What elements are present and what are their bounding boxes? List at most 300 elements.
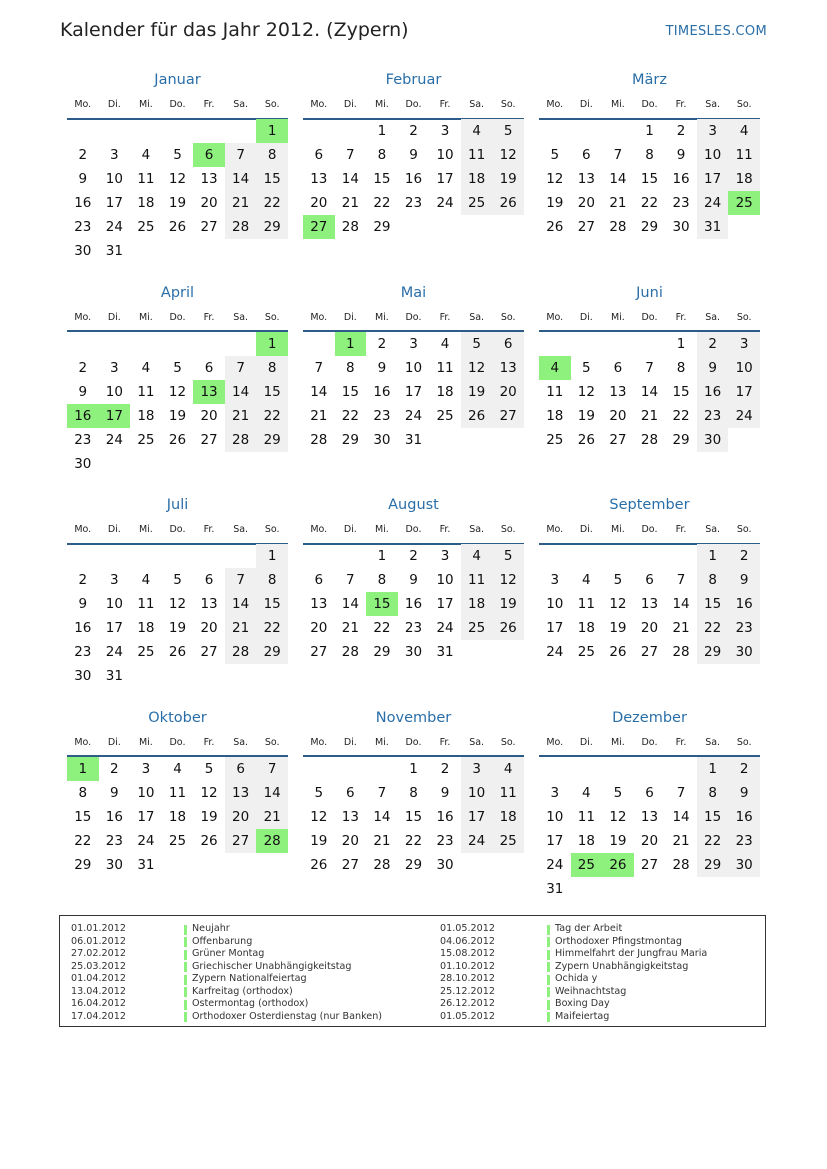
day-cell: 11 xyxy=(137,596,155,612)
day-cell: 4 xyxy=(728,119,760,143)
day-cell: 20 xyxy=(577,195,595,211)
day-cell: 2 xyxy=(110,760,119,777)
day-cell: 31 xyxy=(137,856,155,873)
day-cell: 5 xyxy=(613,572,623,588)
month-header-rule xyxy=(67,118,288,120)
day-cell: 30 xyxy=(728,853,760,877)
day-cell: 20 xyxy=(200,195,218,211)
holiday-day: 25 xyxy=(571,853,603,877)
weekday-header: Mi. xyxy=(374,99,389,110)
weekday-header: Di. xyxy=(107,524,121,535)
day-cell: 5 xyxy=(173,359,182,376)
month-name: März xyxy=(632,72,667,88)
weekday-header: Sa. xyxy=(469,99,485,110)
weekday-header: Fr. xyxy=(675,99,687,110)
day-cell: 6 xyxy=(492,332,524,356)
weekday-header: Mo. xyxy=(546,524,564,535)
day-cell: 27 xyxy=(341,856,359,873)
legend-date: 01.01.2012 xyxy=(71,923,126,934)
day-cell: 10 xyxy=(461,781,493,805)
holiday-day: 13 xyxy=(193,380,225,404)
weekday-header: Sa. xyxy=(233,99,249,110)
weekday-header: Di. xyxy=(107,736,121,748)
month-header-rule xyxy=(67,543,288,545)
day-cell: 9 xyxy=(409,147,418,163)
day-cell: 9 xyxy=(110,784,119,801)
day-cell: 14 xyxy=(672,808,690,825)
day-cell: 23 xyxy=(728,829,760,853)
weekday-header: Mi. xyxy=(610,736,625,748)
day-cell: 4 xyxy=(461,544,493,568)
day-cell: 8 xyxy=(256,356,288,380)
day-cell: 29 xyxy=(404,856,423,873)
day-cell: 15 xyxy=(697,592,729,616)
legend-holiday-name: Ochida y xyxy=(555,973,598,984)
day-cell: 7 xyxy=(225,143,257,167)
day-cell: 7 xyxy=(256,757,288,781)
legend-holiday-name: Weihnachtstag xyxy=(555,985,627,997)
day-cell: 15 xyxy=(697,805,729,829)
day-cell: 26 xyxy=(168,644,187,660)
weekday-header: So. xyxy=(500,311,516,323)
day-cell: 28 xyxy=(609,219,627,235)
weekday-header: Do. xyxy=(169,99,186,110)
day-cell: 21 xyxy=(256,805,288,829)
weekday-header: So. xyxy=(736,99,752,110)
legend-date: 01.05.2012 xyxy=(440,1010,495,1022)
day-cell: 12 xyxy=(168,383,187,400)
day-cell: 2 xyxy=(409,548,418,564)
day-cell: 25 xyxy=(436,407,454,424)
day-cell: 21 xyxy=(672,832,690,849)
day-cell: 17 xyxy=(105,195,123,211)
weekday-header: So. xyxy=(264,311,280,323)
day-cell: 3 xyxy=(461,757,493,781)
day-cell: 23 xyxy=(74,219,92,235)
day-cell: 13 xyxy=(609,383,627,400)
day-cell: 5 xyxy=(204,760,214,777)
holiday-day: 4 xyxy=(539,356,571,380)
legend-holiday-name: Maifeiertag xyxy=(555,1010,610,1022)
day-cell: 30 xyxy=(404,644,423,660)
legend-holiday-name: Zypern Nationalfeiertag xyxy=(192,973,307,984)
day-cell: 30 xyxy=(728,640,760,664)
day-cell: 2 xyxy=(728,544,760,568)
weekday-header: Mi. xyxy=(610,99,625,110)
day-cell: 28 xyxy=(373,856,391,873)
weekday-header: Fr. xyxy=(203,311,215,323)
day-cell: 24 xyxy=(697,191,729,215)
legend-marker xyxy=(184,1012,187,1022)
holiday-day: 15 xyxy=(366,592,398,616)
day-cell: 4 xyxy=(492,757,524,781)
day-cell: 15 xyxy=(256,592,288,616)
day-cell: 4 xyxy=(141,147,151,163)
legend-holiday-name: Karfreitag (orthodox) xyxy=(192,985,293,997)
day-cell: 29 xyxy=(697,853,729,877)
day-cell: 10 xyxy=(105,596,123,612)
day-cell: 20 xyxy=(200,620,218,636)
weekday-header: Fr. xyxy=(675,524,687,535)
day-cell: 6 xyxy=(204,572,214,588)
day-cell: 30 xyxy=(672,219,690,235)
weekday-header: Do. xyxy=(405,99,422,110)
day-cell: 22 xyxy=(341,407,359,424)
day-cell: 3 xyxy=(141,760,151,777)
day-cell: 15 xyxy=(404,808,423,825)
day-cell: 12 xyxy=(168,171,187,187)
day-cell: 28 xyxy=(310,431,328,448)
day-cell: 30 xyxy=(373,431,391,448)
day-cell: 20 xyxy=(492,380,524,404)
month-name: Februar xyxy=(385,72,442,88)
day-cell: 26 xyxy=(492,191,524,215)
day-cell: 24 xyxy=(461,829,493,853)
legend-marker xyxy=(184,950,187,960)
legend-holiday-name: Offenbarung xyxy=(192,935,253,947)
weekday-header: Mi. xyxy=(138,524,153,535)
day-cell: 27 xyxy=(640,856,659,873)
day-cell: 13 xyxy=(577,171,595,187)
holiday-day: 1 xyxy=(335,332,367,356)
day-cell: 24 xyxy=(436,620,454,636)
day-cell: 21 xyxy=(341,195,359,211)
day-cell: 23 xyxy=(728,616,760,640)
day-cell: 23 xyxy=(105,832,123,849)
day-cell: 14 xyxy=(609,171,627,187)
day-cell: 13 xyxy=(225,781,257,805)
day-cell: 1 xyxy=(697,757,729,781)
day-cell: 22 xyxy=(373,195,391,211)
legend-date: 15.08.2012 xyxy=(440,948,495,959)
weekday-header: Di. xyxy=(579,524,593,535)
day-cell: 17 xyxy=(404,383,423,400)
day-cell: 5 xyxy=(173,147,182,163)
day-cell: 3 xyxy=(550,572,560,588)
day-cell: 29 xyxy=(640,219,659,235)
day-cell: 17 xyxy=(728,380,760,404)
weekday-header: Mo. xyxy=(74,736,92,748)
day-cell: 25 xyxy=(137,644,155,660)
day-cell: 15 xyxy=(373,171,391,187)
day-cell: 9 xyxy=(728,781,760,805)
weekday-header: Fr. xyxy=(203,524,215,535)
weekday-header: Sa. xyxy=(705,99,721,110)
legend-holiday-name: Neujahr xyxy=(192,923,230,934)
day-cell: 5 xyxy=(314,784,324,801)
day-cell: 17 xyxy=(436,171,454,187)
weekday-header: Do. xyxy=(169,524,186,535)
weekday-header: Do. xyxy=(169,736,186,748)
holiday-legend xyxy=(59,915,766,1027)
day-cell: 16 xyxy=(672,171,690,187)
legend-date: 28.10.2012 xyxy=(440,973,495,984)
weekday-header: Fr. xyxy=(439,311,451,323)
day-cell: 15 xyxy=(640,171,659,187)
day-cell: 19 xyxy=(546,195,564,211)
holiday-day: 1 xyxy=(256,332,288,356)
day-cell: 22 xyxy=(256,616,288,640)
day-cell: 14 xyxy=(225,167,257,191)
day-cell: 7 xyxy=(225,568,257,592)
day-cell: 24 xyxy=(546,644,564,660)
day-cell: 26 xyxy=(609,644,627,660)
day-cell: 18 xyxy=(546,407,564,424)
day-cell: 16 xyxy=(728,805,760,829)
day-cell: 9 xyxy=(440,784,450,801)
legend-marker xyxy=(547,962,550,972)
day-cell: 5 xyxy=(492,544,524,568)
day-cell: 13 xyxy=(310,171,328,187)
weekday-header: Mo. xyxy=(310,736,328,748)
weekday-header: Mi. xyxy=(138,99,153,110)
holiday-day: 25 xyxy=(728,191,760,215)
month-name: Mai xyxy=(400,284,427,301)
day-cell: 9 xyxy=(78,596,88,612)
weekday-header: Sa. xyxy=(469,736,485,748)
day-cell: 2 xyxy=(728,757,760,781)
day-cell: 8 xyxy=(377,572,387,588)
day-cell: 21 xyxy=(640,407,659,424)
day-cell: 17 xyxy=(546,620,564,636)
day-cell: 12 xyxy=(609,596,627,612)
legend-date: 06.01.2012 xyxy=(71,935,126,947)
day-cell: 19 xyxy=(492,167,524,191)
legend-holiday-name: Grüner Montag xyxy=(192,948,265,959)
day-cell: 16 xyxy=(404,596,423,612)
holiday-day: 28 xyxy=(256,829,288,853)
month-header-rule xyxy=(67,330,288,332)
weekday-header: Do. xyxy=(169,311,186,323)
day-cell: 21 xyxy=(225,191,257,215)
legend-date: 17.04.2012 xyxy=(71,1010,126,1022)
day-cell: 30 xyxy=(74,455,92,472)
day-cell: 22 xyxy=(640,195,659,211)
day-cell: 18 xyxy=(728,167,760,191)
weekday-header: Mo. xyxy=(310,311,328,323)
day-cell: 26 xyxy=(461,404,493,428)
day-cell: 12 xyxy=(492,143,524,167)
weekday-header: Do. xyxy=(641,311,658,323)
day-cell: 3 xyxy=(697,119,729,143)
day-cell: 5 xyxy=(550,147,560,163)
day-cell: 2 xyxy=(377,335,387,352)
day-cell: 19 xyxy=(577,407,595,424)
month-name: April xyxy=(160,284,195,301)
weekday-header: Sa. xyxy=(233,736,249,748)
day-cell: 27 xyxy=(200,431,218,448)
weekday-header: Do. xyxy=(405,736,422,748)
weekday-header: Mo. xyxy=(546,736,564,748)
page-title: Kalender für das Jahr 2012. (Zypern) xyxy=(60,19,409,41)
day-cell: 19 xyxy=(168,620,187,636)
day-cell: 24 xyxy=(105,644,123,660)
holiday-day: 6 xyxy=(193,143,225,167)
day-cell: 5 xyxy=(492,119,524,143)
day-cell: 2 xyxy=(78,359,88,376)
day-cell: 28 xyxy=(225,428,257,452)
day-cell: 25 xyxy=(461,616,493,640)
day-cell: 4 xyxy=(582,572,591,588)
day-cell: 25 xyxy=(546,431,564,448)
day-cell: 29 xyxy=(373,644,391,660)
day-cell: 12 xyxy=(492,568,524,592)
day-cell: 20 xyxy=(640,620,659,636)
day-cell: 23 xyxy=(672,195,690,211)
day-cell: 1 xyxy=(256,544,288,568)
day-cell: 31 xyxy=(105,668,123,684)
day-cell: 3 xyxy=(409,335,418,352)
day-cell: 22 xyxy=(256,191,288,215)
day-cell: 5 xyxy=(582,359,591,376)
legend-marker xyxy=(184,937,187,947)
day-cell: 22 xyxy=(373,620,391,636)
day-cell: 29 xyxy=(74,856,92,873)
day-cell: 26 xyxy=(310,856,328,873)
day-cell: 6 xyxy=(314,572,324,588)
day-cell: 15 xyxy=(256,380,288,404)
month-name: September xyxy=(609,497,690,513)
day-cell: 23 xyxy=(404,195,423,211)
day-cell: 17 xyxy=(461,805,493,829)
day-cell: 4 xyxy=(141,572,151,588)
day-cell: 11 xyxy=(137,171,155,187)
legend-holiday-name: Orthodoxer Pfingstmontag xyxy=(555,935,682,947)
day-cell: 23 xyxy=(404,620,423,636)
day-cell: 10 xyxy=(728,356,760,380)
legend-marker xyxy=(184,1000,187,1010)
legend-marker xyxy=(547,925,550,935)
day-cell: 9 xyxy=(697,356,729,380)
day-cell: 18 xyxy=(492,805,524,829)
day-cell: 10 xyxy=(404,359,423,376)
day-cell: 14 xyxy=(225,592,257,616)
day-cell: 26 xyxy=(492,616,524,640)
day-cell: 12 xyxy=(310,808,328,825)
day-cell: 3 xyxy=(728,332,760,356)
day-cell: 10 xyxy=(436,572,454,588)
day-cell: 4 xyxy=(173,760,182,777)
day-cell: 16 xyxy=(728,592,760,616)
legend-holiday-name: Boxing Day xyxy=(555,998,610,1009)
day-cell: 30 xyxy=(74,668,92,684)
day-cell: 30 xyxy=(697,428,729,452)
weekday-header: Mi. xyxy=(610,311,625,323)
day-cell: 8 xyxy=(676,359,686,376)
day-cell: 9 xyxy=(377,359,387,376)
day-cell: 26 xyxy=(168,219,187,235)
holiday-day: 17 xyxy=(99,404,131,428)
day-cell: 1 xyxy=(377,548,387,564)
day-cell: 18 xyxy=(137,195,155,211)
weekday-header: Mi. xyxy=(374,311,389,323)
legend-date: 01.04.2012 xyxy=(71,973,126,984)
day-cell: 2 xyxy=(697,332,729,356)
day-cell: 30 xyxy=(436,856,454,873)
weekday-header: Di. xyxy=(579,99,593,110)
legend-holiday-name: Tag der Arbeit xyxy=(555,923,623,934)
day-cell: 27 xyxy=(640,644,659,660)
day-cell: 12 xyxy=(546,171,564,187)
weekday-header: Do. xyxy=(641,524,658,535)
day-cell: 26 xyxy=(546,219,564,235)
day-cell: 4 xyxy=(582,784,591,801)
legend-date: 01.05.2012 xyxy=(440,923,495,934)
day-cell: 20 xyxy=(609,407,627,424)
legend-marker xyxy=(547,975,550,985)
day-cell: 12 xyxy=(609,808,627,825)
weekday-header: Mi. xyxy=(374,736,389,748)
day-cell: 27 xyxy=(225,829,257,853)
weekday-header: So. xyxy=(500,524,516,535)
day-cell: 11 xyxy=(461,568,493,592)
weekday-header: Mo. xyxy=(74,311,92,323)
day-cell: 6 xyxy=(613,359,623,376)
day-cell: 4 xyxy=(461,119,493,143)
weekday-header: Do. xyxy=(641,736,658,748)
day-cell: 18 xyxy=(577,620,595,636)
day-cell: 14 xyxy=(672,596,690,612)
day-cell: 29 xyxy=(256,215,288,239)
weekday-header: Mo. xyxy=(310,99,328,110)
day-cell: 10 xyxy=(697,143,729,167)
day-cell: 16 xyxy=(74,620,92,636)
day-cell: 13 xyxy=(640,596,659,612)
holiday-day: 27 xyxy=(303,215,335,239)
day-cell: 2 xyxy=(409,123,418,139)
day-cell: 22 xyxy=(672,407,690,424)
month-name: Juli xyxy=(166,497,189,513)
legend-date: 16.04.2012 xyxy=(71,998,126,1009)
day-cell: 10 xyxy=(105,383,123,400)
day-cell: 8 xyxy=(346,359,355,376)
day-cell: 11 xyxy=(577,596,595,612)
day-cell: 13 xyxy=(341,808,359,825)
day-cell: 13 xyxy=(640,808,659,825)
day-cell: 21 xyxy=(672,620,690,636)
weekday-header: Fr. xyxy=(439,99,451,110)
day-cell: 9 xyxy=(409,572,418,588)
day-cell: 7 xyxy=(225,356,257,380)
day-cell: 17 xyxy=(546,832,564,849)
legend-date: 13.04.2012 xyxy=(71,985,126,997)
day-cell: 2 xyxy=(440,760,450,777)
day-cell: 2 xyxy=(676,123,686,139)
day-cell: 10 xyxy=(436,147,454,163)
day-cell: 8 xyxy=(78,784,88,801)
weekday-header: So. xyxy=(736,736,752,748)
weekday-header: Mo. xyxy=(74,524,92,535)
day-cell: 8 xyxy=(645,147,654,163)
day-cell: 14 xyxy=(640,383,659,400)
weekday-header: So. xyxy=(500,99,516,110)
day-cell: 14 xyxy=(341,171,359,187)
day-cell: 31 xyxy=(436,644,454,660)
weekday-header: Di. xyxy=(343,524,357,535)
day-cell: 23 xyxy=(373,407,391,424)
month-name: November xyxy=(375,709,452,726)
day-cell: 30 xyxy=(105,856,123,873)
day-cell: 29 xyxy=(697,640,729,664)
day-cell: 19 xyxy=(609,832,627,849)
day-cell: 1 xyxy=(377,123,387,139)
weekday-header: Fr. xyxy=(203,99,215,110)
brand-link[interactable]: TIMESLES.COM xyxy=(665,24,767,39)
day-cell: 28 xyxy=(672,856,690,873)
legend-date: 04.06.2012 xyxy=(440,935,495,947)
day-cell: 7 xyxy=(346,572,355,588)
day-cell: 15 xyxy=(341,383,359,400)
